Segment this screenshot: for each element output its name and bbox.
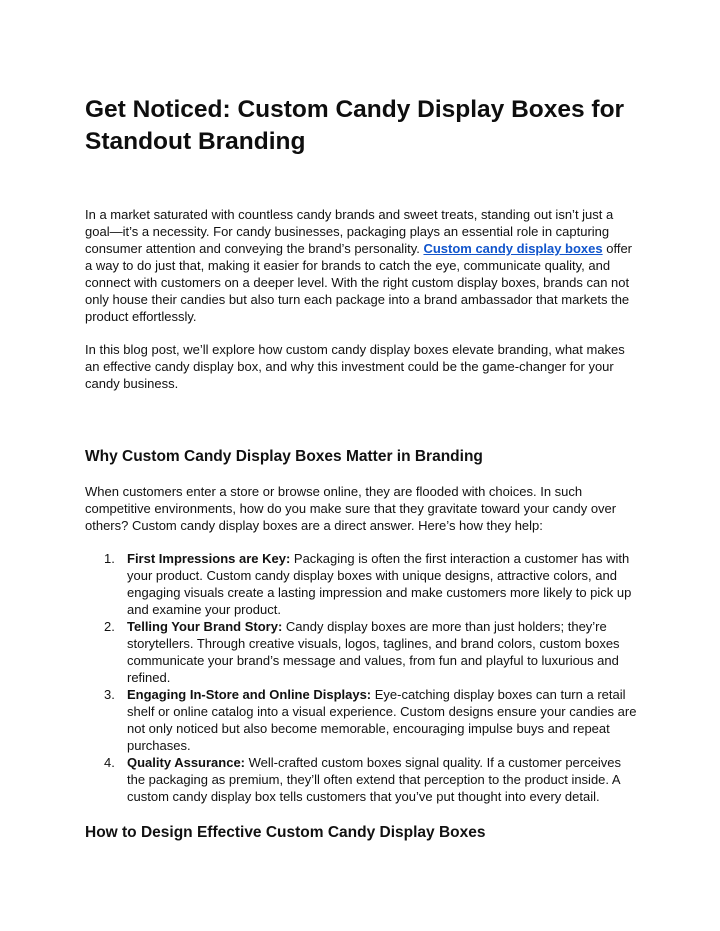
list-item-number: 3. bbox=[104, 687, 115, 702]
intro-text-before-link: In a market saturated with countless candy brands and sweet treats, standing out isn’t just a goal—it’s a necessity. For candy businesses, packaging plays an essential role in capturing consumer attention and conveying the brand’s personality. bbox=[85, 207, 614, 256]
intro-paragraph-2: In this blog post, we’ll explore how custom candy display boxes elevate branding, what makes an effective candy display box, and why this investment could be the game-changer for your candy business. bbox=[85, 342, 625, 391]
list-item-text: Eye-catching display boxes can turn a retail shelf or online catalog into a visual experience. Custom designs ensure your candies are not only noticed but also become memorable, encouraging impulse buys and repeat purchases. bbox=[127, 687, 637, 753]
list-item-text: Candy display boxes are more than just holders; they’re storytellers. Through creative visuals, logos, taglines, and brand colors, custom boxes communicate your brand’s message and values, from fun and playful to luxurious and refined. bbox=[127, 619, 620, 685]
list-item-text: Well-crafted custom boxes signal quality. If a customer perceives the packaging as premium, they’ll often extend that perception to the product inside. A custom candy display box tells customers that you’ve put thought into every detail. bbox=[127, 755, 621, 804]
section-heading-how-to-design: How to Design Effective Custom Candy Display Boxes bbox=[85, 824, 486, 841]
intro-text-after-link: offer a way to do just that, making it easier for brands to catch the eye, communicate quality, and connect with customers on a deeper level. With the right custom display boxes, brands can not only house their candies but also turn each package into a brand ambassador that markets the product effortlessly. bbox=[85, 241, 633, 324]
document-body bbox=[85, 94, 640, 843]
benefits-list bbox=[85, 550, 640, 805]
list-item-number: 1. bbox=[104, 551, 115, 566]
list-item-text: Packaging is often the first interaction a customer has with your product. Custom candy display boxes with unique designs, attractive colors, and engaging visuals create a lasting impression and make customers more likely to pick up and examine your product. bbox=[127, 551, 632, 617]
list-item bbox=[85, 754, 640, 805]
intro-paragraph bbox=[85, 206, 640, 325]
list-item-bold-label: First Impressions are Key: bbox=[127, 551, 291, 566]
list-item bbox=[85, 550, 640, 618]
list-item bbox=[85, 618, 640, 686]
custom-candy-display-boxes-link[interactable]: Custom candy display boxes bbox=[423, 241, 603, 256]
list-item-number: 2. bbox=[104, 619, 115, 634]
section-heading-why: Why Custom Candy Display Boxes Matter in Branding bbox=[85, 448, 483, 465]
list-item-bold-label: Engaging In-Store and Online Displays: bbox=[127, 687, 372, 702]
page-title: Get Noticed: Custom Candy Display Boxes for Standout Branding bbox=[85, 96, 625, 155]
list-item-bold-label: Quality Assurance: bbox=[127, 755, 246, 770]
section-why-paragraph: When customers enter a store or browse online, they are flooded with choices. In such competitive environments, how do you make sure that they gravitate toward your candy over others? Custom candy display boxes are a direct answer. Here’s how they help: bbox=[85, 484, 617, 533]
list-item-bold-label: Telling Your Brand Story: bbox=[127, 619, 283, 634]
list-item-number: 4. bbox=[104, 755, 115, 770]
list-item bbox=[85, 686, 640, 754]
